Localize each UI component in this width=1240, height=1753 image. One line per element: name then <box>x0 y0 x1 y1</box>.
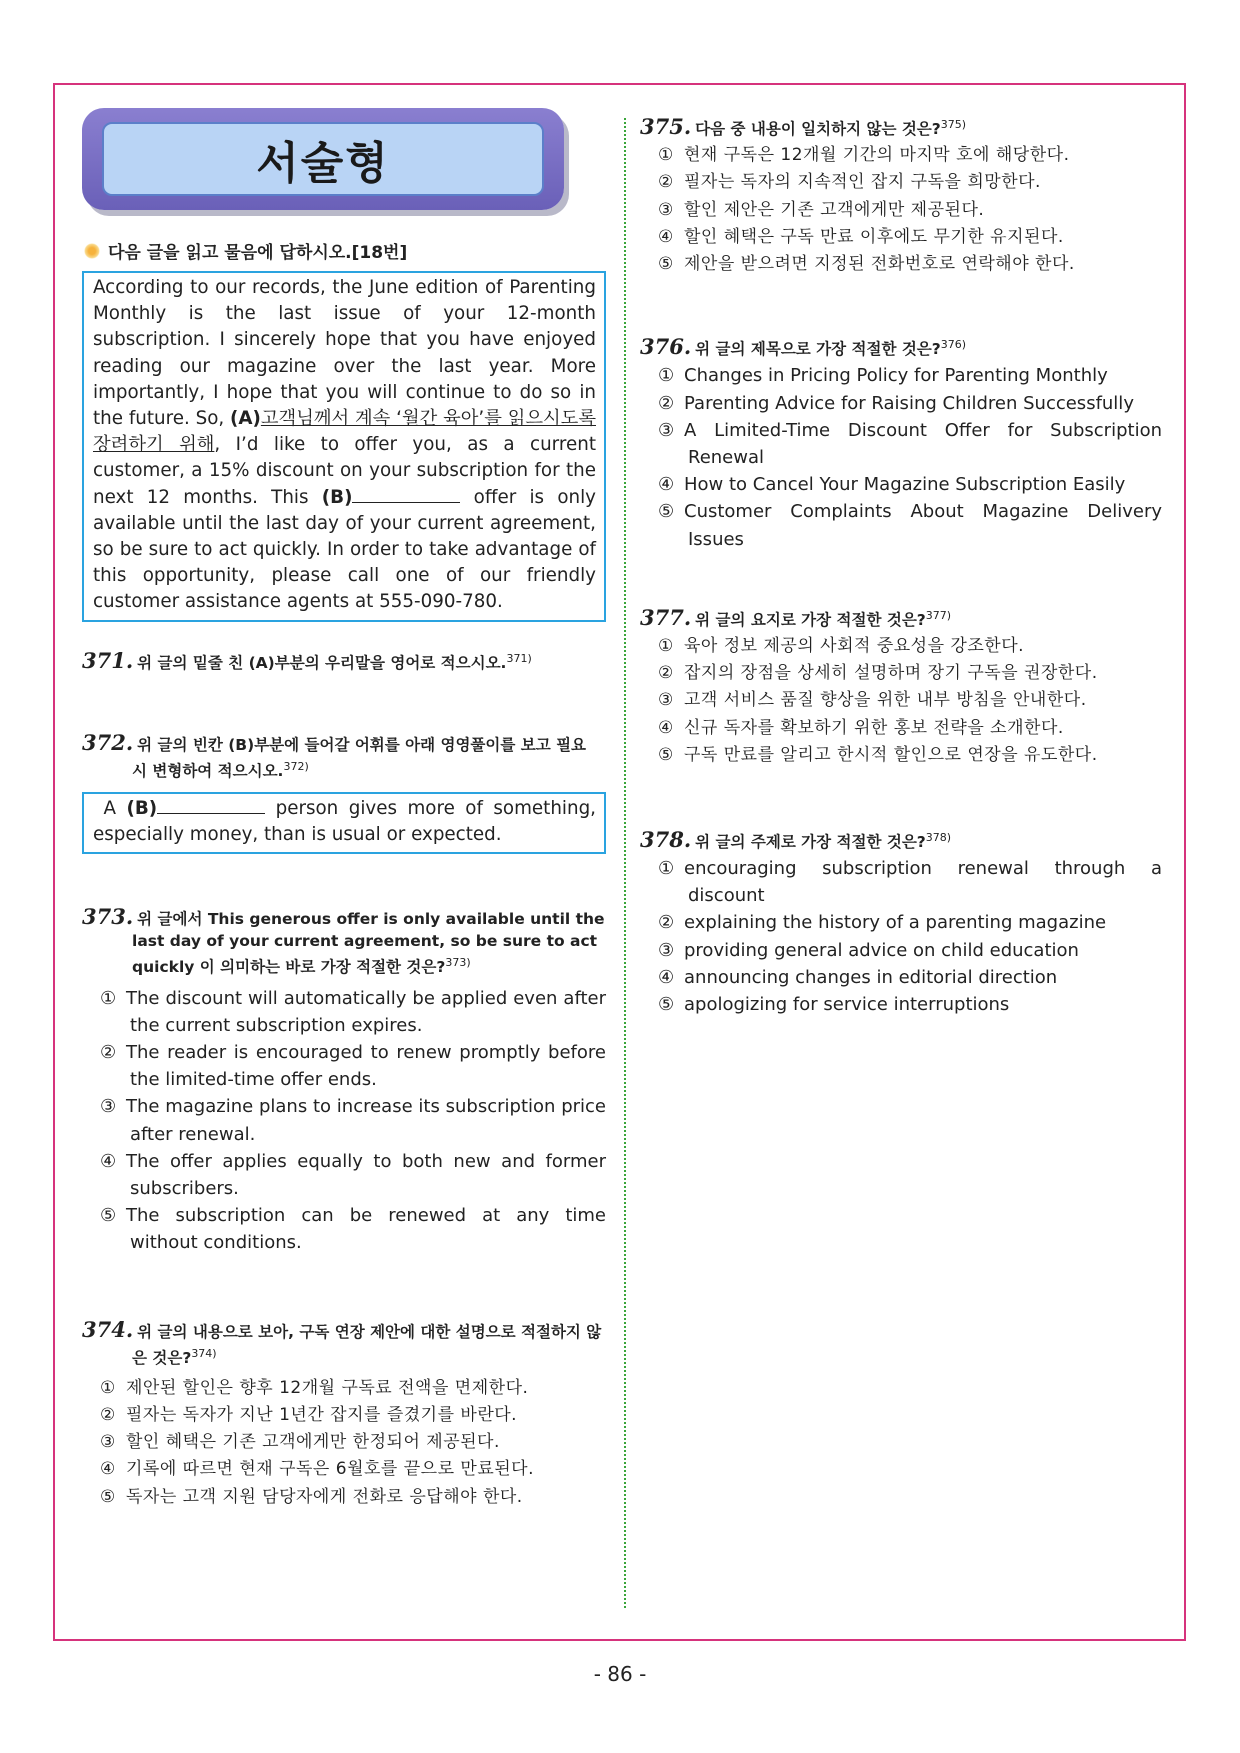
option-text: explaining the history of a parenting magazine <box>684 912 1107 934</box>
option-text: encouraging subscription renewal through a discount <box>684 858 1162 907</box>
option-text: 할인 제안은 기존 고객에게만 제공된다. <box>684 199 985 220</box>
option-marker: ② <box>658 172 674 193</box>
option-marker: ④ <box>100 1459 116 1480</box>
option <box>92 985 606 1039</box>
question-text: 위 글에서 This generous offer is only available until the last day of your current agreement, so be sure to act quickly 이 의미하는 바로 가장 적절한 것은? <box>132 910 605 977</box>
option-text: Parenting Advice for Raising Children Successfully <box>684 392 1134 414</box>
option <box>650 142 1162 169</box>
option-text: 할인 혜택은 구독 만료 이후에도 무기한 유지된다. <box>684 226 1064 247</box>
reading-passage <box>82 271 606 622</box>
question-ref: 373) <box>445 956 471 970</box>
option-text: Changes in Pricing Policy for Parenting Monthly <box>684 365 1108 387</box>
option-text: 육아 정보 제공의 사회적 중요성을 강조한다. <box>684 635 1025 656</box>
option-text: 고객 서비스 품질 향상을 위한 내부 방침을 안내한다. <box>684 690 1087 711</box>
question-text: 다음 중 내용이 일치하지 않는 것은? <box>695 120 941 139</box>
option-marker: ④ <box>658 717 674 738</box>
option-marker: ⑤ <box>658 744 674 765</box>
option-marker: ⑤ <box>100 1486 116 1507</box>
option <box>650 660 1162 687</box>
question-text: 위 글의 요지로 가장 적절한 것은? <box>695 610 926 629</box>
option-text: 필자는 독자의 지속적인 잡지 구독을 희망한다. <box>684 172 1041 193</box>
question-373-head <box>82 906 606 978</box>
question-text: 위 글의 빈칸 (B)부분에 들어갈 어휘를 아래 영영풀이를 보고 필요 시 변형하여 적으시오. <box>132 735 587 780</box>
option-text: 제안된 할인은 향후 12개월 구독료 전액을 면제한다. <box>126 1377 529 1398</box>
question-number: 371. <box>82 647 134 673</box>
question-378 <box>640 827 1162 1018</box>
option <box>92 1402 606 1429</box>
option <box>92 1202 606 1256</box>
option-text: 할인 혜택은 기존 고객에게만 한정되어 제공된다. <box>126 1432 500 1453</box>
option <box>650 991 1162 1018</box>
option <box>650 498 1162 552</box>
option-marker: ① <box>100 1377 116 1398</box>
definition-text: person gives more of something, especially money, than is usual or expected. <box>93 797 596 846</box>
option-marker: ④ <box>100 1150 117 1172</box>
option-text: The magazine plans to increase its subscription price after renewal. <box>126 1096 606 1145</box>
option-marker: ③ <box>100 1096 117 1118</box>
question-372 <box>82 729 606 855</box>
option-marker: ① <box>658 145 674 166</box>
question-377 <box>640 605 1162 769</box>
option <box>92 1429 606 1456</box>
question-377-head <box>640 605 1162 631</box>
question-number: 373. <box>82 904 134 930</box>
option <box>650 471 1162 498</box>
question-text: 위 글의 내용으로 보아, 구독 연장 제안에 대한 설명으로 적절하지 않은 것은? <box>132 1322 602 1367</box>
option <box>650 251 1162 278</box>
option <box>92 1484 606 1511</box>
option <box>650 362 1162 389</box>
option-marker: ④ <box>658 966 675 988</box>
option-marker: ② <box>658 663 674 684</box>
option-text: 필자는 독자가 지난 1년간 잡지를 즐겼기를 바란다. <box>126 1404 518 1425</box>
definition-box <box>82 792 606 854</box>
question-375 <box>640 114 1162 278</box>
passage-part-2: , I’d like to offer you, as a current customer, a 15% discount on your subscription for the next 12 months. This <box>93 434 596 508</box>
options-list <box>640 633 1162 769</box>
question-372-head <box>82 729 606 782</box>
question-373 <box>82 906 606 1256</box>
option-text: announcing changes in editorial direction <box>684 966 1058 988</box>
question-ref: 371) <box>506 651 532 665</box>
option <box>92 1148 606 1202</box>
option <box>92 1375 606 1402</box>
right-column <box>640 114 1162 1018</box>
option-marker: ① <box>658 858 675 880</box>
question-number: 375. <box>640 114 692 140</box>
option <box>650 855 1162 909</box>
option-text: The offer applies equally to both new and former subscribers. <box>126 1150 606 1199</box>
question-374 <box>82 1316 606 1511</box>
question-ref: 378) <box>925 830 952 844</box>
option-text: 독자는 고객 지원 담당자에게 전화로 응답해야 한다. <box>126 1486 523 1507</box>
question-376 <box>640 334 1162 553</box>
instruction-text: 다음 글을 읽고 물음에 답하시오.[18번] <box>108 243 408 263</box>
options-list <box>82 985 606 1257</box>
blank-line <box>352 487 460 503</box>
page-number: - 86 - <box>593 1662 647 1686</box>
question-ref: 372) <box>283 759 309 773</box>
question-378-head <box>640 827 1162 853</box>
definition-a: A <box>103 797 127 819</box>
option-text: 제안을 받으려면 지정된 전화번호로 연락해야 한다. <box>684 253 1075 274</box>
option-text: The discount will automatically be applied even after the current subscription expires. <box>126 987 606 1036</box>
section-banner <box>82 108 564 210</box>
option <box>650 964 1162 991</box>
option <box>650 169 1162 196</box>
question-number: 378. <box>640 827 692 853</box>
passage-b-label: (B) <box>321 486 353 508</box>
question-number: 376. <box>640 334 692 360</box>
question-number: 377. <box>640 604 692 630</box>
question-number: 372. <box>82 729 134 755</box>
option <box>650 390 1162 417</box>
options-list <box>640 362 1162 552</box>
option-text: 현재 구독은 12개월 기간의 마지막 호에 해당한다. <box>684 145 1070 166</box>
option-marker: ① <box>100 987 117 1009</box>
question-ref: 377) <box>925 608 952 622</box>
option-text: providing general advice on child education <box>684 939 1079 961</box>
question-ref: 374) <box>191 1346 217 1360</box>
option-text: The subscription can be renewed at any time without conditions. <box>126 1205 606 1254</box>
option-marker: ③ <box>658 419 675 441</box>
option <box>650 197 1162 224</box>
passage-part-3: offer is only available until the last day of your current agreement, so be sure to act quickly. In order to take advantage of this opportunity, please call one of our friendly customer assistance agents at 555-090-780. <box>93 486 596 613</box>
option-text: 기록에 따르면 현재 구독은 6월호를 끝으로 만료된다. <box>126 1459 535 1480</box>
option-marker: ③ <box>658 199 674 220</box>
option-text: apologizing for service interruptions <box>684 994 1010 1016</box>
option-text: Customer Complaints About Magazine Delivery Issues <box>684 501 1162 550</box>
option-marker: ④ <box>658 474 675 496</box>
passage-part-1: According to our records, the June edition of Parenting Monthly is the last issue of your 12-month subscription. I sincerely hope that you have enjoyed reading our magazine over the last year. More importantly, I hope that you will continue to do so in the future. So, <box>93 277 596 430</box>
option-marker: ③ <box>658 690 674 711</box>
passage-a-underlined: 고객님께서 계속 ‘월간 육아’를 읽으시도록 장려하기 위해 <box>93 408 596 456</box>
question-375-head <box>640 114 1162 140</box>
flower-icon <box>84 243 100 259</box>
question-text: 위 글의 밑줄 친 (A)부분의 우리말을 영어로 적으시오. <box>137 653 507 672</box>
option-marker: ④ <box>658 226 674 247</box>
option-marker: ② <box>658 912 675 934</box>
option <box>650 633 1162 660</box>
section-title: 서술형 <box>256 138 390 189</box>
option-marker: ③ <box>658 939 675 961</box>
option <box>92 1039 606 1093</box>
option <box>650 937 1162 964</box>
options-list <box>640 855 1162 1018</box>
question-376-head <box>640 334 1162 360</box>
question-text: 위 글의 주제로 가장 적절한 것은? <box>695 833 926 852</box>
column-divider <box>624 118 626 1608</box>
options-list <box>640 142 1162 278</box>
option-marker: ⑤ <box>100 1205 117 1227</box>
option <box>92 1093 606 1147</box>
option-marker: ① <box>658 635 674 656</box>
option <box>650 715 1162 742</box>
option <box>650 417 1162 471</box>
option-text: How to Cancel Your Magazine Subscription Easily <box>684 474 1126 496</box>
passage-a-label: (A) <box>230 408 261 430</box>
option-text: The reader is encouraged to renew promptly before the limited-time offer ends. <box>126 1041 606 1091</box>
option-marker: ② <box>100 1041 117 1063</box>
instruction <box>82 238 606 263</box>
question-number: 374. <box>82 1316 134 1342</box>
left-column <box>82 108 606 1511</box>
question-371-head <box>82 648 606 674</box>
option <box>650 687 1162 714</box>
option-text: A Limited-Time Discount Offer for Subscription Renewal <box>684 419 1162 468</box>
option-marker: ① <box>658 365 675 387</box>
question-ref: 375) <box>940 118 967 131</box>
section-banner-inner <box>102 122 544 196</box>
option-marker: ⑤ <box>658 994 675 1016</box>
option-marker: ② <box>658 392 675 414</box>
option-marker: ② <box>100 1404 116 1425</box>
option-marker: ⑤ <box>658 253 674 274</box>
option-text: 구독 만료를 알리고 한시적 할인으로 연장을 유도한다. <box>684 744 1098 765</box>
question-374-head <box>82 1316 606 1369</box>
question-text: 위 글의 제목으로 가장 적절한 것은? <box>695 340 941 359</box>
question-ref: 376) <box>940 338 967 352</box>
option <box>650 909 1162 936</box>
blank-line <box>157 798 265 814</box>
definition-b-label: (B) <box>126 797 158 819</box>
option <box>650 742 1162 769</box>
options-list <box>82 1375 606 1511</box>
option <box>92 1456 606 1483</box>
option-marker: ⑤ <box>658 501 675 523</box>
option-text: 잡지의 장점을 상세히 설명하며 장기 구독을 권장한다. <box>684 663 1098 684</box>
question-371 <box>82 648 606 674</box>
option-marker: ③ <box>100 1432 116 1453</box>
option <box>650 224 1162 251</box>
option-text: 신규 독자를 확보하기 위한 홍보 전략을 소개한다. <box>684 717 1064 738</box>
